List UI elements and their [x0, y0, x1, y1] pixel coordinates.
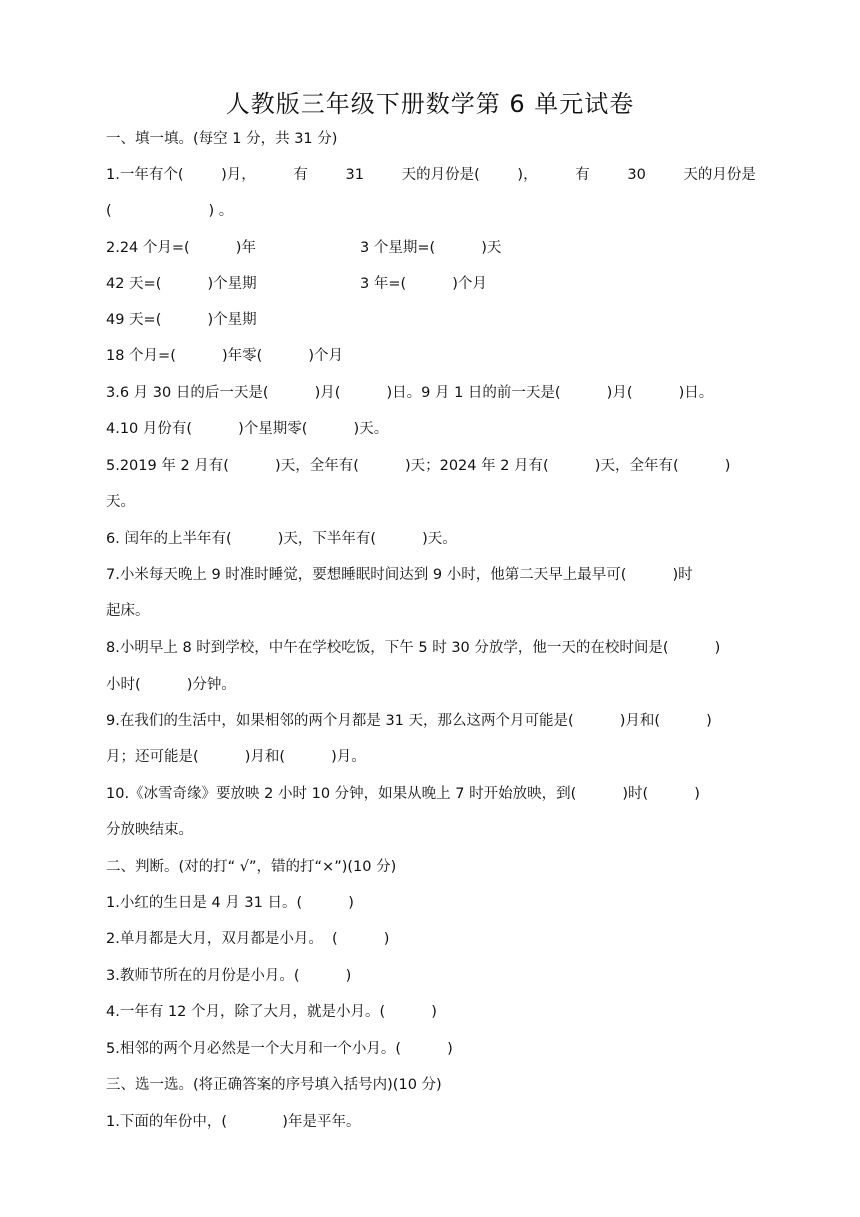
question-2-right: 3 个星期=( )天	[360, 240, 502, 256]
q1-part: 30	[627, 167, 646, 183]
choice-question-1: 1.下面的年份中，( )年是平年。	[106, 1114, 361, 1130]
question-9-line2: 月；还可能是( )月和( )月。	[106, 749, 366, 765]
question-7-line2: 起床。	[106, 603, 150, 619]
question-2c: 49 天=( )个星期	[106, 312, 257, 328]
judge-item-4: 4.一年有 12 个月，除了大月，就是小月。( )	[106, 1004, 437, 1020]
question-8-line1: 8.小明早上 8 时到学校，中午在学校吃饭，下午 5 时 30 分放学，他一天的在校时间是( )	[106, 640, 721, 656]
q1-part: )月，	[221, 167, 256, 183]
question-3: 3.6 月 30 日的后一天是( )月( )日。9 月 1 日的前一天是( )月( )日。	[106, 385, 714, 401]
question-1-line2: ( ) 。	[106, 203, 234, 219]
question-5-line2: 天。	[106, 494, 135, 510]
question-2-left: 2.24 个月=( )年	[106, 240, 256, 256]
q1-part: 天的月份是	[683, 167, 756, 183]
q1-part: 31	[345, 167, 364, 183]
judge-item-3: 3.教师节所在的月份是小月。( )	[106, 968, 352, 984]
question-7-line1: 7.小米每天晚上 9 时准时睡觉，要想睡眠时间达到 9 小时，他第二天早上最早可( )时	[106, 567, 693, 583]
q1-part: 天的月份是(	[401, 167, 480, 183]
q1-part: 有	[293, 167, 308, 183]
q1-part: 1.一年有个(	[106, 167, 184, 183]
question-9-line1: 9.在我们的生活中，如果相邻的两个月都是 31 天，那么这两个月可能是( )月和( )	[106, 713, 712, 729]
section3-heading: 三、选一选。(将正确答案的序号填入括号内)(10 分)	[106, 1077, 442, 1093]
section2-heading: 二、判断。(对的打“ √”，错的打“×”)(10 分)	[106, 859, 397, 875]
question-10-line1: 10.《冰雪奇缘》要放映 2 小时 10 分钟，如果从晚上 7 时开始放映，到( )时( )	[106, 786, 700, 802]
question-10-line2: 分放映结束。	[106, 822, 193, 838]
question-8-line2: 小时( )分钟。	[106, 677, 236, 693]
question-6: 6. 闰年的上半年有( )天，下半年有( )天。	[106, 531, 457, 547]
judge-item-1: 1.小红的生日是 4 月 31 日。( )	[106, 895, 354, 911]
question-2b-left: 42 天=( )个星期	[106, 276, 257, 292]
q1-part: 有	[575, 167, 590, 183]
question-1-line1	[106, 165, 756, 185]
question-5-line1: 5.2019 年 2 月有( )天，全年有( )天；2024 年 2 月有( )天，全年有( )	[106, 458, 731, 474]
question-4: 4.10 月份有( )个星期零( )天。	[106, 421, 389, 437]
question-2b-right: 3 年=( )个月	[360, 276, 487, 292]
judge-item-5: 5.相邻的两个月必然是一个大月和一个小月。( )	[106, 1041, 453, 1057]
question-2d: 18 个月=( )年零( )个月	[106, 348, 344, 364]
judge-item-2: 2.单月都是大月，双月都是小月。 ( )	[106, 931, 390, 947]
q1-part: )，	[517, 167, 538, 183]
page-title: 人教版三年级下册数学第 6 单元试卷	[225, 90, 635, 118]
section1-heading: 一、填一填。(每空 1 分，共 31 分)	[106, 131, 338, 147]
